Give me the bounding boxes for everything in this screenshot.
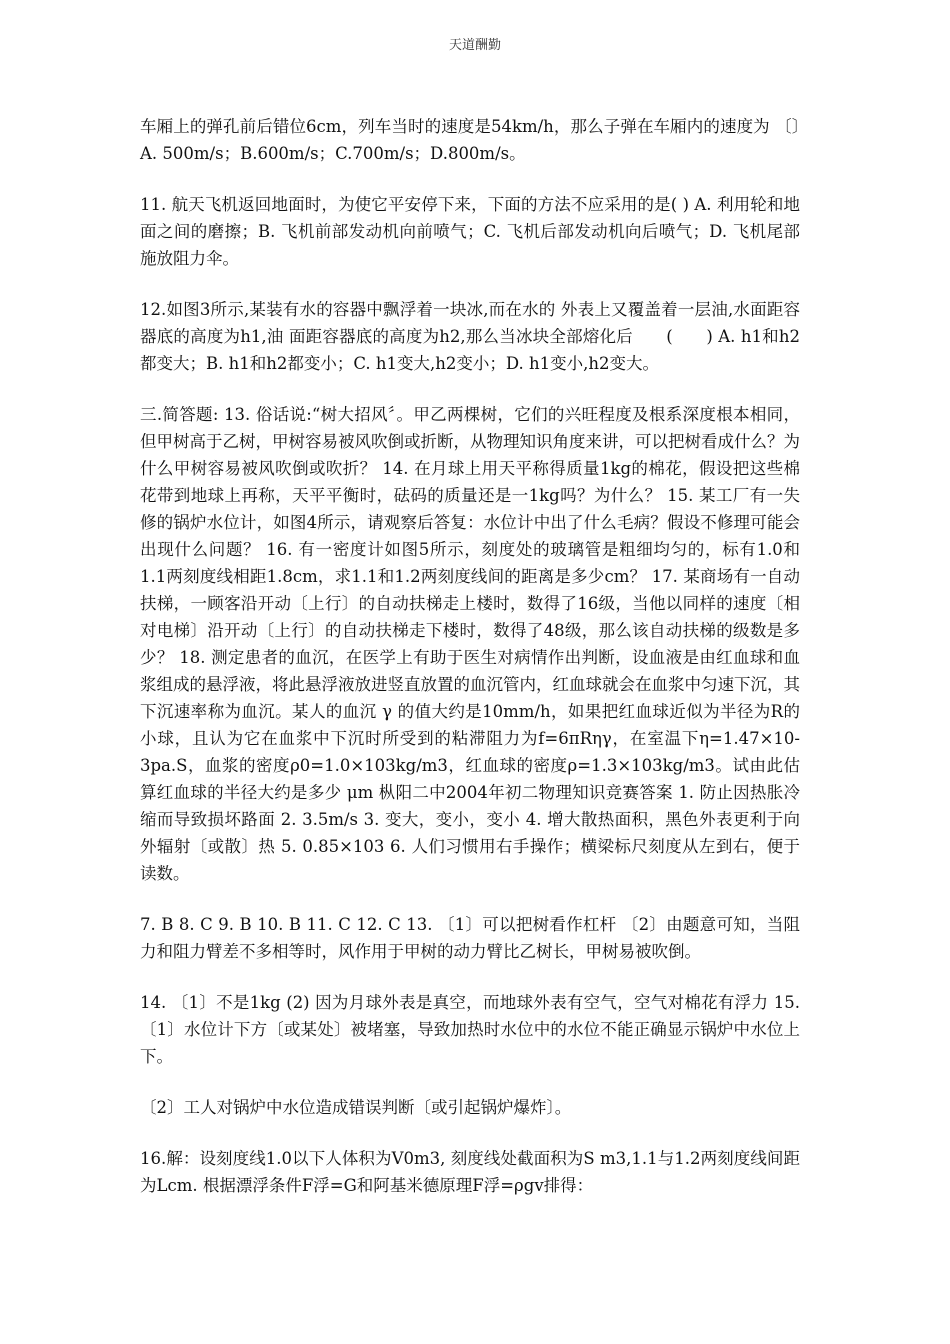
paragraph-answers-7-13: 7. B 8. C 9. B 10. B 11. C 12. C 13. 〔1〕可以把树看作杠杆 〔2〕由题意可知，当阻力和阻力臂差不多相等时，风作用于甲树的动力臂比乙树长，甲树易被吹倒。 (140, 915, 800, 961)
paragraph-q11: 11. 航天飞机返回地面时，为使它平安停下来，下面的方法不应采用的是( ) A. 利用轮和地面之间的磨擦；B. 飞机前部发动机向前喷气；C. 飞机后部发动机向后喷气；D. 飞机尾部施放阻力伞。 (140, 195, 800, 268)
paragraph-answer-16: 16.解：设刻度线1.0以下人体积为V0m3, 刻度线处截面积为S m3,1.1与1.2两刻度线间距为Lcm. 根据漂浮条件F浮=G和阿基米德原理F浮=ρgv排得： (140, 1149, 800, 1195)
paragraph-answer-15-part2: 〔2〕工人对锅炉中水位造成错误判断〔或引起锅炉爆炸〕。 (140, 1098, 572, 1117)
document-body (140, 113, 800, 1199)
page-header: 天道酬勤 (448, 38, 501, 53)
paragraph-q12: 12.如图3所示,某装有水的容器中飘浮着一块冰,而在水的 外表上又覆盖着一层油,水面距容器底的高度为h1,油 面距容器底的高度为h2,那么当冰块全部熔化后 ( ) A. h1和h2都变大；B. h1和h2都变小；C. h1变大,h2变小；D. h1变小,h2变大。 (140, 300, 800, 373)
paragraph-short-answer-and-answers: 三.简答题: 13. 俗话说:“树大招风〞。甲乙两棵树，它们的兴旺程度及根系深度根本相同，但甲树高于乙树，甲树容易被风吹倒或折断，从物理知识角度来讲，可以把树看成什么？为什么甲树容易被风吹倒或吹折？ 14. 在月球上用天平称得质量1kg的棉花，假设把这些棉花带到地球上再称，天平平衡时，砝码的质量还是一1kg吗？为什么？ 15. 某工厂有一失修的锅炉水位计，如图4所示，请观察后答复：水位计中出了什么毛病？假设不修理可能会出现什么问题？ 16. 有一密度计如图5所示，刻度处的玻璃管是粗细均匀的，标有1.0和1.1两刻度线相距1.8cm，求1.1和1.2两刻度线间的距离是多少cm？ 17. 某商场有一自动扶梯，一顾客沿开动〔上行〕的自动扶梯走上楼时，数得了16级，当他以同样的速度〔相对电梯〕沿开动〔上行〕的自动扶梯走下楼时，数得了48级，那么该自动扶梯的级数是多少？ 18. 测定患者的血沉，在医学上有助于医生对病情作出判断，设血液是由红血球和血浆组成的悬浮液，将此悬浮液放进竖直放置的血沉管内，红血球就会在血浆中匀速下沉，其下沉速率称为血沉。某人的血沉 γ 的值大约是10mm/h，如果把红血球近似为半径为R的小球，且认为它在血浆中下沉时所受到的粘滞阻力为f=6πRηγ，在室温下η=1.47×10-3pa.S，血浆的密度ρ0=1.0×103kg/m3，红血球的密度ρ=1.3×103kg/m3。试由此估算红血球的半径大约是多少 μm 枞阳二中2004年初二物理知识竞赛答案 1. 防止因热胀冷缩而导致损坏路面 2. 3.5m/s 3. 变大，变小，变小 4. 增大散热面积，黑色外表更利于向外辐射〔或散〕热 5. 0.85×103 6. 人们习惯用右手操作；横梁标尺刻度从左到右，便于读数。 (140, 405, 800, 883)
paragraph-q10-continuation: 车厢上的弹孔前后错位6cm，列车当时的速度是54km/h，那么子弹在车厢内的速度为 〔〕A. 500m/s；B.600m/s；C.700m/s；D.800m/s。 (140, 117, 800, 163)
paragraph-answers-14-15: 14. 〔1〕不是1kg (2) 因为月球外表是真空，而地球外表有空气，空气对棉花有浮力 15. 〔1〕水位计下方〔或某处〕被堵塞，导致加热时水位中的水位不能正确显示锅炉中水位上下。 (140, 993, 800, 1066)
